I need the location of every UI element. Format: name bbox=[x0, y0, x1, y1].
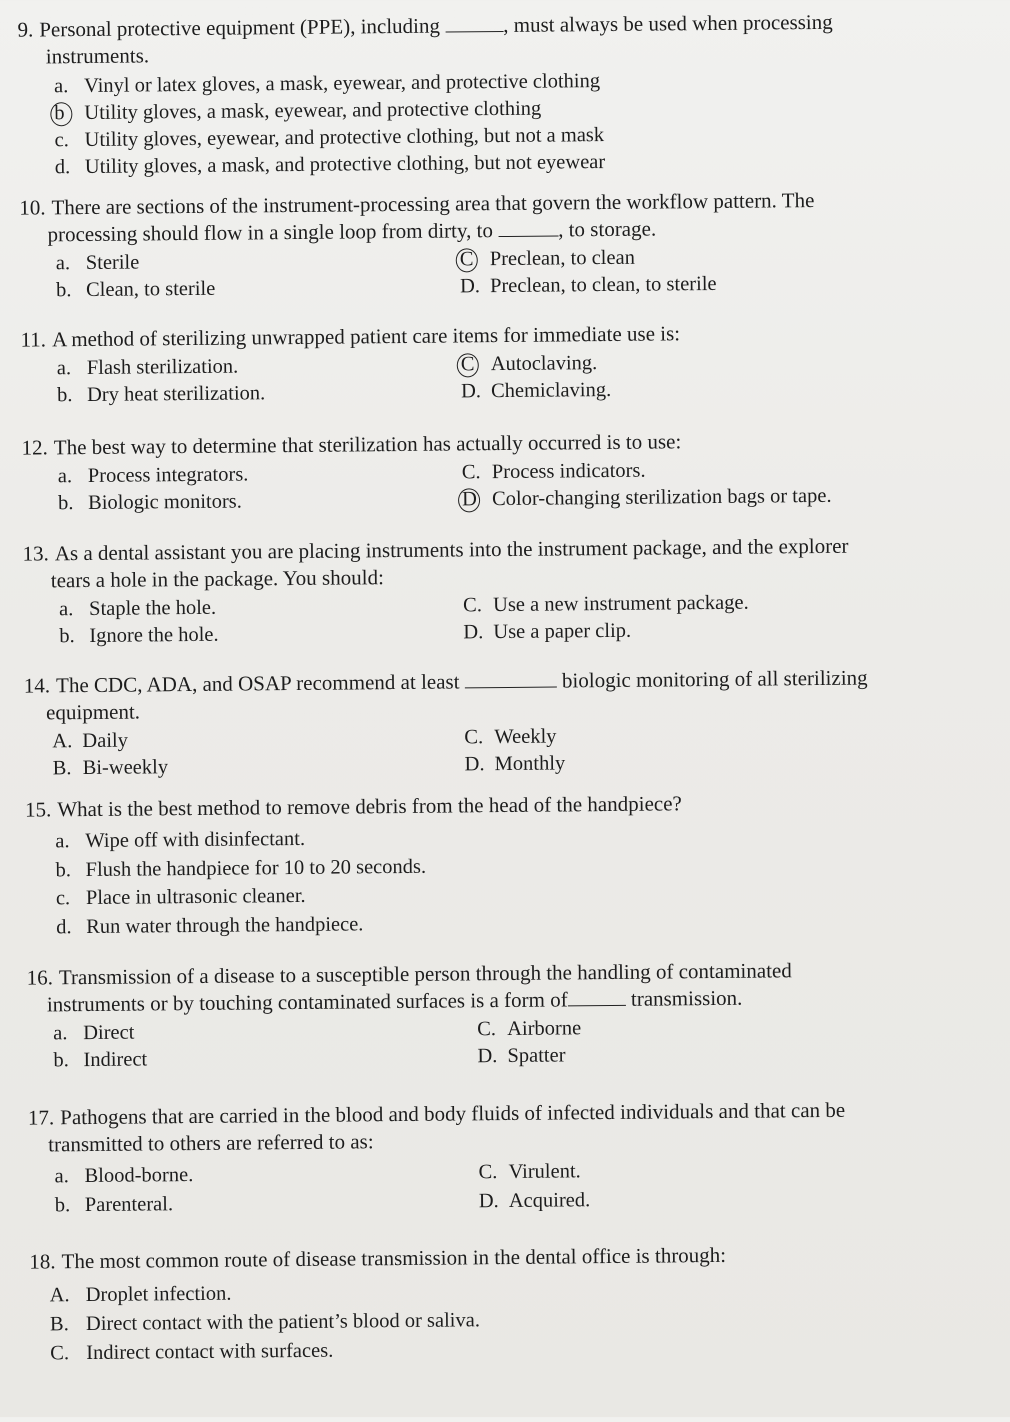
option-d: d. Run water through the handpiece. bbox=[56, 912, 364, 938]
option-b: b. Flush the handpiece for 10 to 20 seconds. bbox=[55, 855, 427, 881]
question-stem: 11. A method of sterilizing unwrapped patient care items for immediate use is: bbox=[20, 321, 681, 352]
option-a: a. Direct bbox=[53, 1021, 135, 1045]
option-a: a. Vinyl or latex gloves, a mask, eyewear, and protective clothing bbox=[53, 70, 601, 98]
option-b: B. Direct contact with the patient’s blood or saliva. bbox=[49, 1309, 481, 1336]
option-a: a. Flash sterilization. bbox=[56, 355, 239, 380]
option-a: a. Sterile bbox=[55, 251, 140, 275]
option-c: C. Process indicators. bbox=[461, 459, 646, 484]
question-number: 16. bbox=[26, 965, 54, 990]
option-list bbox=[21, 347, 971, 410]
option-list bbox=[25, 818, 976, 941]
option-d: D. Monthly bbox=[464, 752, 566, 776]
question-stem: 13. As a dental assistant you are placing instruments into the instrument package, and the explorer tears a hole in the package. You should: bbox=[22, 533, 849, 593]
question-12 bbox=[21, 426, 972, 518]
option-b: b. Ignore the hole. bbox=[59, 623, 219, 648]
option-a: a. Staple the hole. bbox=[59, 596, 217, 621]
option-list bbox=[27, 1011, 977, 1074]
question-number: 14. bbox=[23, 673, 51, 698]
option-b-circled: b Utility gloves, a mask, eyewear, and protective clothing bbox=[18, 92, 968, 128]
option-a: a. Blood-borne. bbox=[54, 1164, 194, 1188]
question-number: 18. bbox=[29, 1249, 56, 1274]
question-stem: 15. What is the best method to remove debris from the head of the handpiece? bbox=[24, 791, 682, 822]
option-c-circled: C Preclean, to clean bbox=[460, 245, 635, 274]
option-b: b. Dry heat sterilization. bbox=[56, 382, 266, 407]
question-number: 10. bbox=[19, 195, 46, 220]
option-b: b. Biologic monitors. bbox=[57, 490, 242, 515]
question-17 bbox=[28, 1095, 979, 1220]
option-a: a. Process integrators. bbox=[57, 463, 249, 488]
question-number: 17. bbox=[27, 1105, 55, 1130]
answer-circle-mark: b bbox=[54, 100, 84, 127]
answer-blank bbox=[465, 669, 557, 689]
option-b: b. Indirect bbox=[53, 1048, 148, 1072]
question-stem: 16. Transmission of a disease to a susceptible person through the handling of contaminated instruments or by touching contaminated surfaces is a form of transmission. bbox=[26, 958, 792, 1017]
option-list bbox=[22, 455, 972, 518]
question-15 bbox=[25, 787, 976, 941]
question-13 bbox=[22, 532, 973, 651]
question-stem: 10. There are sections of the instrument-processing area that govern the workflow pattern. The processing should flow in a single loop from dirty, to , to storage. bbox=[19, 188, 815, 247]
option-c: c. Place in ultrasonic cleaner. bbox=[55, 884, 306, 910]
option-list bbox=[30, 1272, 981, 1368]
option-d: D. Chemiclaving. bbox=[460, 378, 612, 403]
option-c: C. Virulent. bbox=[478, 1160, 581, 1184]
answer-blank bbox=[498, 217, 558, 237]
option-list bbox=[23, 588, 973, 651]
question-9 bbox=[17, 8, 969, 182]
option-a: A. Daily bbox=[52, 729, 129, 753]
option-c: C. Airborne bbox=[477, 1017, 582, 1041]
option-a: a. Wipe off with disinfectant. bbox=[55, 827, 306, 853]
question-16 bbox=[27, 955, 978, 1074]
question-stem: 9. Personal protective equipment (PPE), including , must always be used when processing instruments. bbox=[17, 9, 833, 69]
question-stem: 17. Pathogens that are carried in the blood and body fluids of infected individuals and that can be transmitted to others are referred to as: bbox=[27, 1097, 846, 1157]
option-b: b. Parenteral. bbox=[54, 1193, 174, 1217]
option-b: b. Clean, to sterile bbox=[55, 277, 216, 302]
answer-circle-mark: C bbox=[460, 246, 490, 273]
question-stem: 14. The CDC, ADA, and OSAP recommend at least biologic monitoring of all sterilizing equipment. bbox=[23, 665, 868, 725]
question-number: 11. bbox=[20, 327, 47, 352]
answer-circle-mark: D bbox=[462, 486, 492, 513]
option-c: C. Indirect contact with surfaces. bbox=[50, 1339, 334, 1365]
question-number: 15. bbox=[24, 797, 52, 822]
option-b: B. Bi-weekly bbox=[52, 756, 169, 780]
option-d: D. Use a paper clip. bbox=[463, 619, 632, 644]
question-18 bbox=[29, 1239, 980, 1368]
question-number: 13. bbox=[22, 541, 49, 566]
answer-blank bbox=[445, 13, 503, 33]
option-d: d. Utility gloves, a mask, and protective clothing, but not eyewear bbox=[54, 151, 606, 179]
option-c: C. Use a new instrument package. bbox=[462, 591, 749, 617]
question-14 bbox=[24, 663, 975, 782]
question-10 bbox=[19, 186, 970, 305]
question-number: 12. bbox=[21, 435, 48, 460]
option-c: c. Utility gloves, eyewear, and protective clothing, but not a mask bbox=[54, 124, 605, 152]
option-d: D. Spatter bbox=[477, 1044, 566, 1068]
option-d: D. Preclean, to clean, to sterile bbox=[459, 272, 717, 298]
option-a: A. Droplet infection. bbox=[49, 1282, 232, 1307]
option-d: D. Acquired. bbox=[478, 1189, 591, 1213]
question-stem: 18. The most common route of disease transmission in the dental office is through: bbox=[29, 1242, 727, 1274]
answer-circle-mark: C bbox=[461, 351, 491, 378]
option-list bbox=[20, 242, 970, 305]
question-number: 9. bbox=[17, 17, 34, 42]
answer-blank bbox=[568, 987, 626, 1007]
option-c-circled: C Autoclaving. bbox=[461, 350, 598, 378]
option-list bbox=[28, 1153, 979, 1220]
option-list bbox=[18, 65, 969, 182]
option-d-circled: D Color-changing sterilization bags or tape. bbox=[462, 483, 832, 514]
question-11 bbox=[20, 318, 971, 410]
option-c: C. Weekly bbox=[464, 725, 557, 749]
option-list bbox=[24, 719, 974, 782]
question-stem: 12. The best way to determine that sterilization has actually occurred is to use: bbox=[21, 429, 682, 460]
